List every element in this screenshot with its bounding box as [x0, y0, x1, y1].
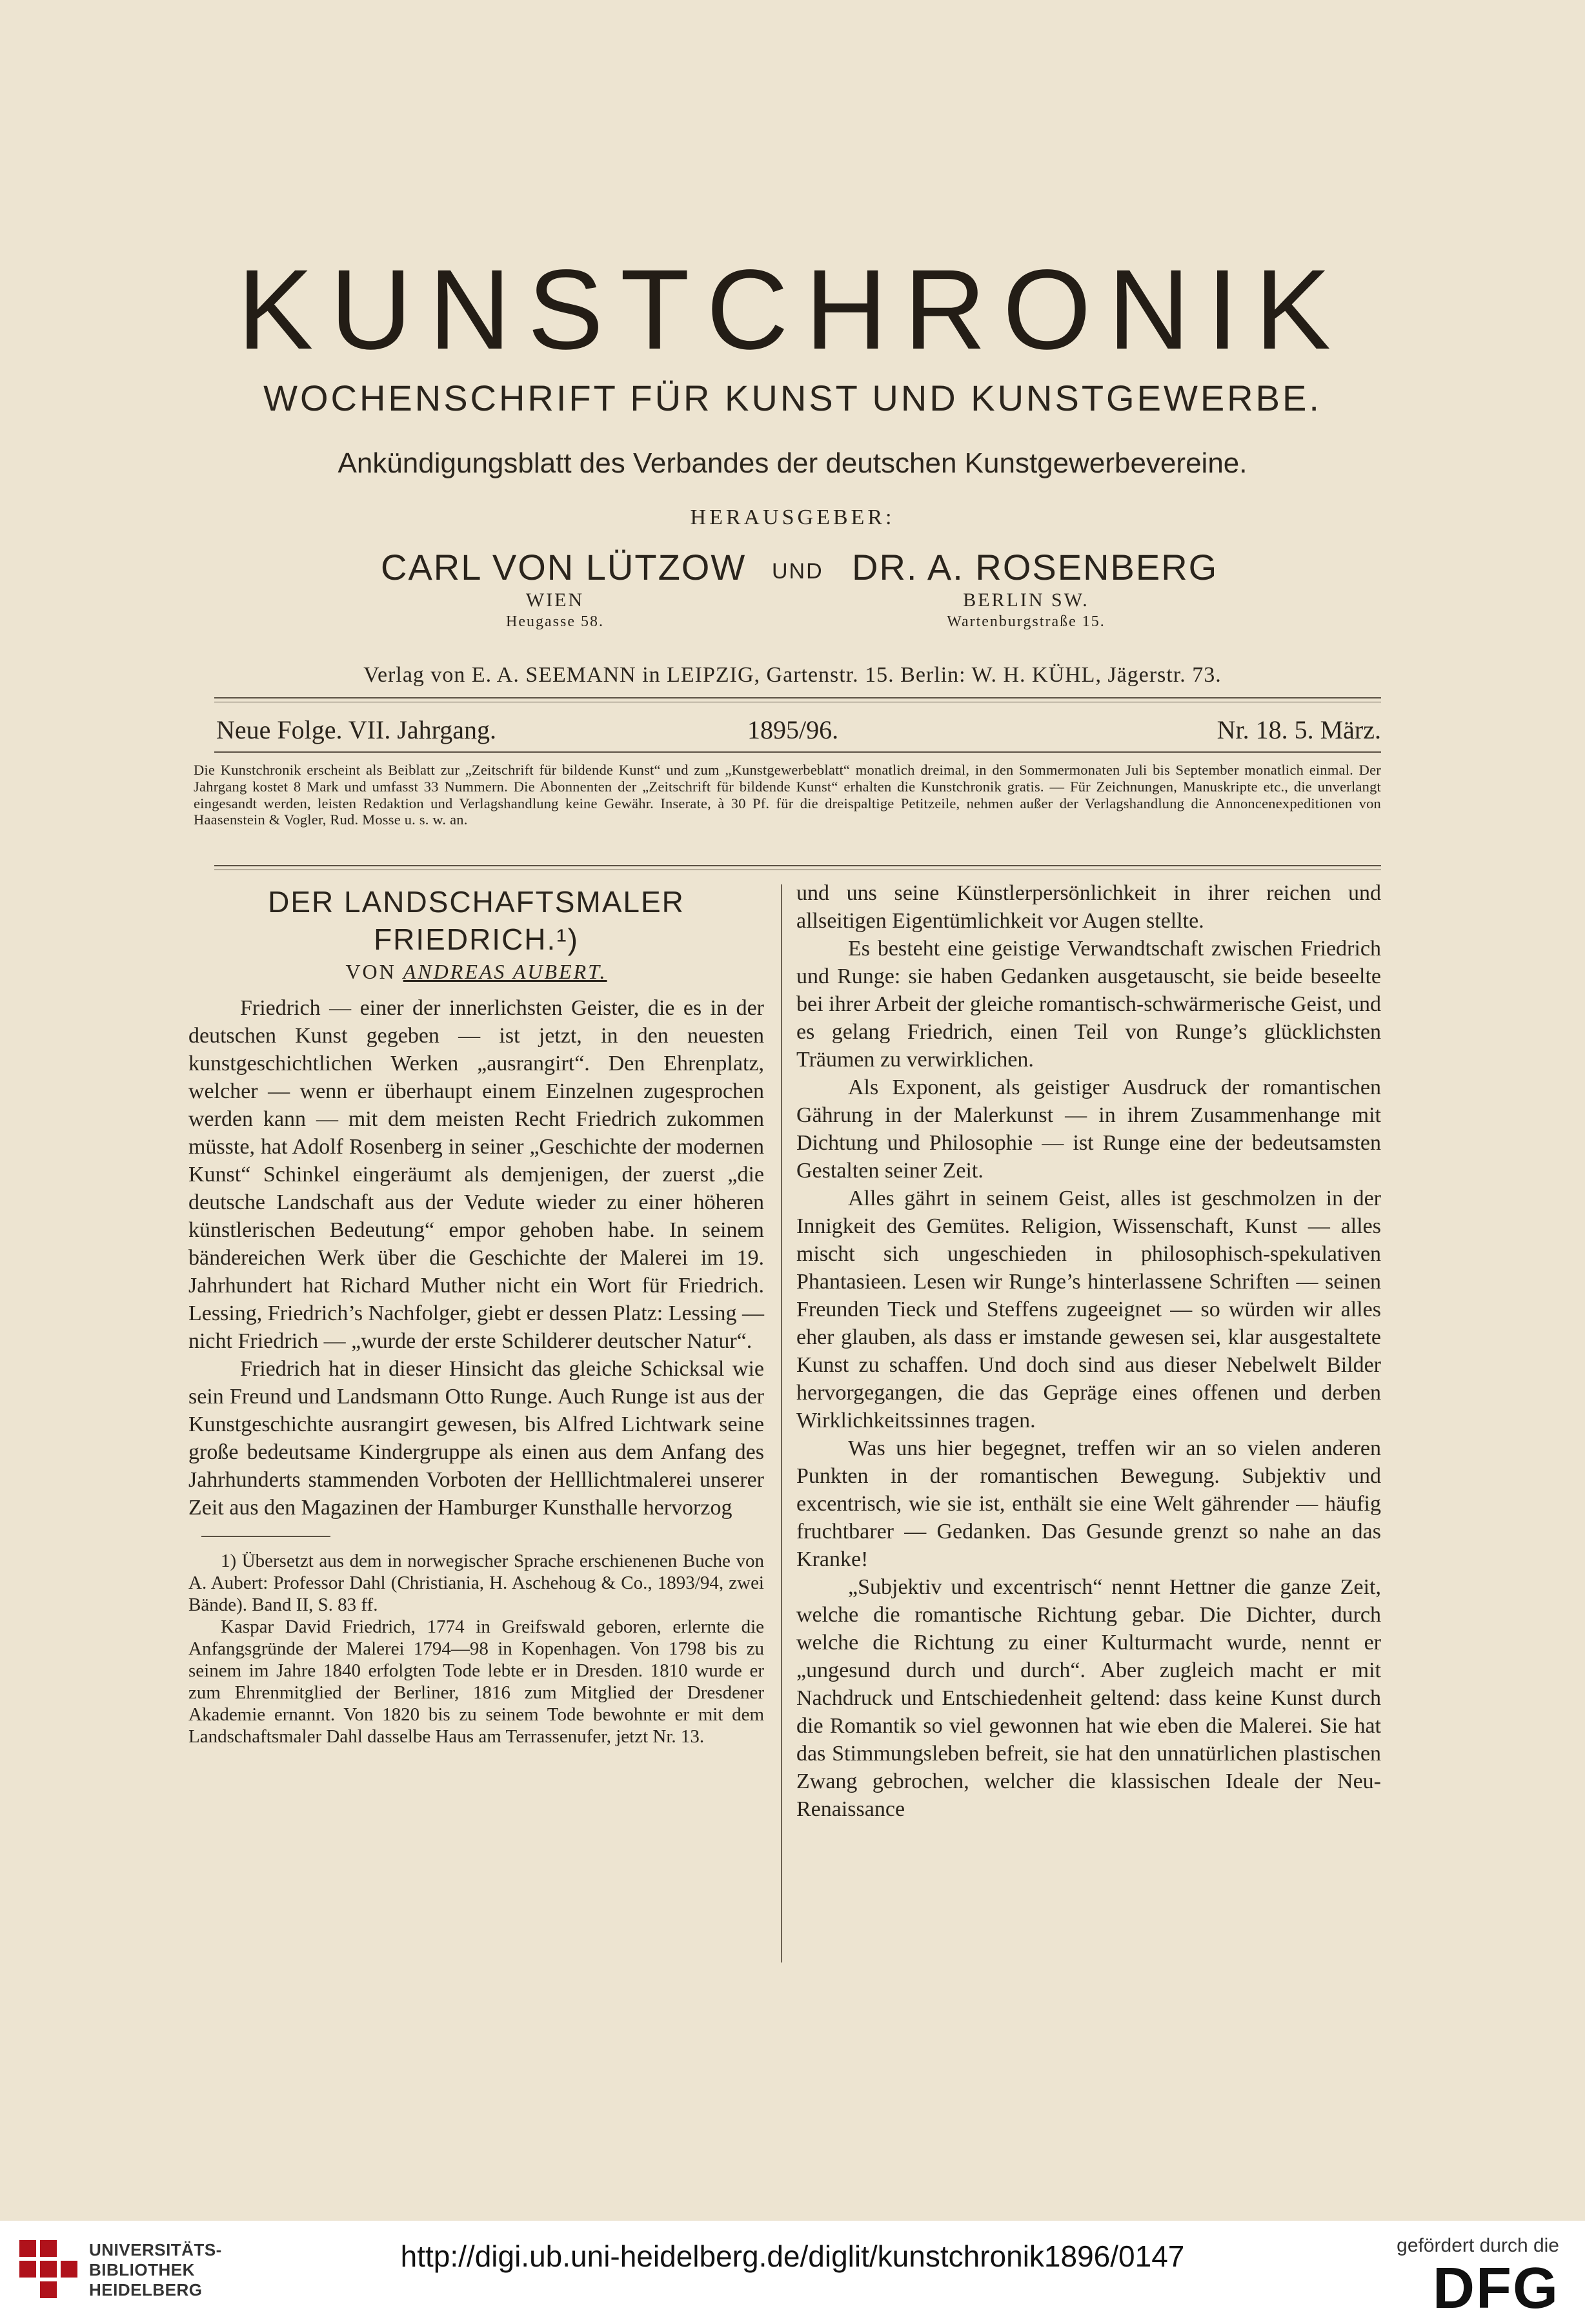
right-paragraph-4: Alles gährt in seinem Geist, alles ist geschmolzen in der Innigkeit des Gemütes. Religion, Wissenschaft, Kunst — alles mischt sich ungeschieden in philosophisch-spekulativen Phantasieen. Lesen wir Runge’s hinterlassene Schriften — seinen Freunden Tieck und Steffens zugeeignet — so würden wir alles eher glauben, als dass er imstande gewesen sei, klar ausgestaltete Kunst zu schaffen. Und doch sind aus dieser Nebelwelt Bilder hervorgegangen, die das Gepräge eines offenen und derben Wirklichkeitssinnes tragen. [796, 1187, 1381, 1432]
byline-prefix: VON [345, 960, 396, 983]
right-paragraph-1: und uns seine Künstlerpersönlichkeit in ihrer reichen und allseitigen Eigentümlichkeit vor Augen stellte. [796, 881, 1381, 933]
footnotes [188, 1550, 764, 1748]
left-column [188, 883, 764, 1748]
left-paragraph-2: Friedrich hat in dieser Hinsicht das gleiche Schicksal wie sein Freund und Landsmann Otto Runge. Auch Runge ist aus der Kunstgeschichte ausrangirt gewesen, bis Alfred Lichtwark seine große bedeutsame Kindergruppe als einen aus dem Anfang des Jahrhunderts stammenden Vorboten der Helllichtmalerei unserer Zeit aus den Magazinen der Hamburger Kunsthalle hervorzog [188, 1357, 764, 1520]
rule-issue [214, 751, 1381, 753]
footnote-2: Kaspar David Friedrich, 1774 in Greifswald geboren, erlernte die Anfangsgründe der Malerei 1794—98 in Kopenhagen. Von 1798 bis zu seinem im Jahre 1840 erfolgten Tode lebte er in Dresden. 1810 wurde er zum Ehrenmitglied der Berliner, 1816 zum Mitglied der Dresdener Akademie ernannt. Von 1820 bis zu seinem Tode bewohnte er mit dem Landschaftsmaler Dahl dasselbe Haus am Terrassenufer, jetzt Nr. 13. [188, 1616, 764, 1747]
issue-years: 1895/96. [747, 715, 839, 744]
article-byline [188, 958, 764, 985]
footnote-rule [201, 1536, 330, 1537]
editor-left-city: WIEN [525, 589, 585, 611]
article-title: DER LANDSCHAFTSMALER FRIEDRICH.¹) [268, 885, 685, 956]
author-name: ANDREAS AUBERT. [403, 960, 607, 983]
editor-right-address: Wartenburgstraße 15. [947, 613, 1105, 630]
left-paragraph-1: Friedrich — einer der innerlichsten Geister, die es in der deutschen Kunst gegeben — ist jetzt, in den neuesten kunstgeschichtlichen Werken „ausrangirt“. Den Ehrenplatz, welcher — wenn er überhaupt einem Einzelnen zugesprochen werden kann — mit dem meisten Recht Friedrich zukommen müsste, hat Adolf Rosenberg in seiner „Geschichte der modernen Kunst“ Schinkel eingeräumt als demjenigen, der zuerst „die deutsche Landschaft aus der Vedute wieder zu einer höheren künstlerischen Bedeutung“ empor gehoben habe. In seinem bändereichen Werk über die Geschichte der Malerei im 19. Jahrhundert hat Richard Muther nicht ein Wort für Friedrich. Lessing, Friedrich’s Nachfolger, giebt er dessen Platz: Lessing — nicht Friedrich — „wurde der erste Schilderer deutscher Natur“. [188, 996, 764, 1353]
library-name-line-3: HEIDELBERG [89, 2280, 203, 2299]
dfg-logo-icon: DFG [1433, 2256, 1559, 2321]
editor-left-name: CARL VON LÜTZOW [381, 547, 747, 587]
editors-conjunction: UND [772, 559, 823, 584]
column-divider [781, 884, 782, 1962]
right-paragraph-2: Es besteht eine geistige Verwandtschaft zwischen Friedrich und Runge: sie haben Gedanken ausgetauscht, sie beide beseelte bei ihrer Arbeit der gleiche romantisch-schwärmerische Geist, und es gelang Friedrich, einen Teil von Runge’s glücklichsten Träumen zu verwirklichen. [796, 937, 1381, 1072]
editors-label: HERAUSGEBER: [690, 505, 895, 529]
editor-left-address: Heugasse 58. [506, 613, 604, 630]
library-name-line-2: BIBLIOTHEK [89, 2260, 195, 2279]
right-paragraph-3: Als Exponent, als geistiger Ausdruck der romantischen Gährung in der Malerkunst — in ihrem Zusammenhange mit Dichtung und Philosophie — ist Runge eine der bedeutsamsten Gestalten seiner Zeit. [796, 1075, 1381, 1183]
masthead-title: KUNSTCHRONIK [237, 247, 1348, 373]
source-url-link[interactable]: http://digi.ub.uni-heidelberg.de/diglit/kunstchronik1896/0147 [400, 2239, 1185, 2273]
rule-top [214, 697, 1381, 698]
funding-note: gefördert durch die [1397, 2235, 1559, 2256]
announcement-line: Ankündigungsblatt des Verbandes der deutschen Kunstgewerbevereine. [338, 447, 1247, 479]
footnote-1: 1) Übersetzt aus dem in norwegischer Sprache erschienenen Buche von A. Aubert: Professor Dahl (Christiania, H. Aschehoug & Co., 1893/94, zwei Bände). Band II, S. 83 ff. [188, 1551, 764, 1615]
editor-right [852, 546, 1218, 631]
library-name-line-1: UNIVERSITÄTS- [89, 2240, 222, 2259]
editor-right-name: DR. A. ROSENBERG [852, 547, 1218, 587]
issue-series: Neue Folge. VII. Jahrgang. [216, 715, 496, 744]
issue-number: Nr. 18. 5. März. [1217, 715, 1381, 744]
right-paragraph-6: „Subjektiv und excentrisch“ nennt Hettner die ganze Zeit, welche die romantische Richtung gebar. Die Dichter, durch welche die Richtung zu einer Kulturmacht wurde, nennt er „ungesund durch und durch“. Aber zugleich macht er mit Nachdruck und Entschiedenheit geltend: dass keine Kunst durch die Romantik so viel gewonnen hat wie eben die Malerei. Sie hat das Stimmungsleben befreit, sie hat den unnatürlichen plastischen Zwang gebrochen, welcher die klassischen Ideale der Neu-Renaissance [796, 1575, 1381, 1821]
editor-right-city: BERLIN SW. [963, 589, 1089, 611]
rule-intro [214, 865, 1381, 866]
subscription-note: Die Kunstchronik erscheint als Beiblatt zur „Zeitschrift für bildende Kunst“ und zum „Kunstgewerbeblatt“ monatlich dreimal, in den Sommermonaten Juli bis September monatlich einmal. Der Jahrgang kostet 8 Mark und umfasst 33 Nummern. Die Abonnenten der „Zeitschrift für bildende Kunst“ erhalten die Kunstchronik gratis. — Für Zeichnungen, Manuskripte etc., die unverlangt eingesandt werden, leisten Redaktion und Verlagshandlung keine Gewähr. Inserate, à 30 Pf. für die dreispaltige Petitzeile, nehmen außer der Verlagshandlung die Annoncenexpeditionen von Haasenstein & Vogler, Rud. Mosse u. s. w. an. [194, 762, 1381, 828]
publisher-line: Verlag von E. A. SEEMANN in LEIPZIG, Gartenstr. 15. Berlin: W. H. KÜHL, Jägerstr. 73. [363, 663, 1222, 687]
right-column [796, 879, 1381, 1823]
right-paragraph-5: Was uns hier begegnet, treffen wir an so vielen anderen Punkten in der romantischen Bewegung. Subjektiv und excentrisch, wie sie ist, enthält sie eine Welt gährender — häufig fruchtbarer — Gedanken. Das Gesunde grenzt so nahe an das Kranke! [796, 1436, 1381, 1571]
editor-left [381, 546, 747, 631]
masthead-subtitle: WOCHENSCHRIFT FÜR KUNST UND KUNSTGEWERBE. [263, 378, 1322, 418]
